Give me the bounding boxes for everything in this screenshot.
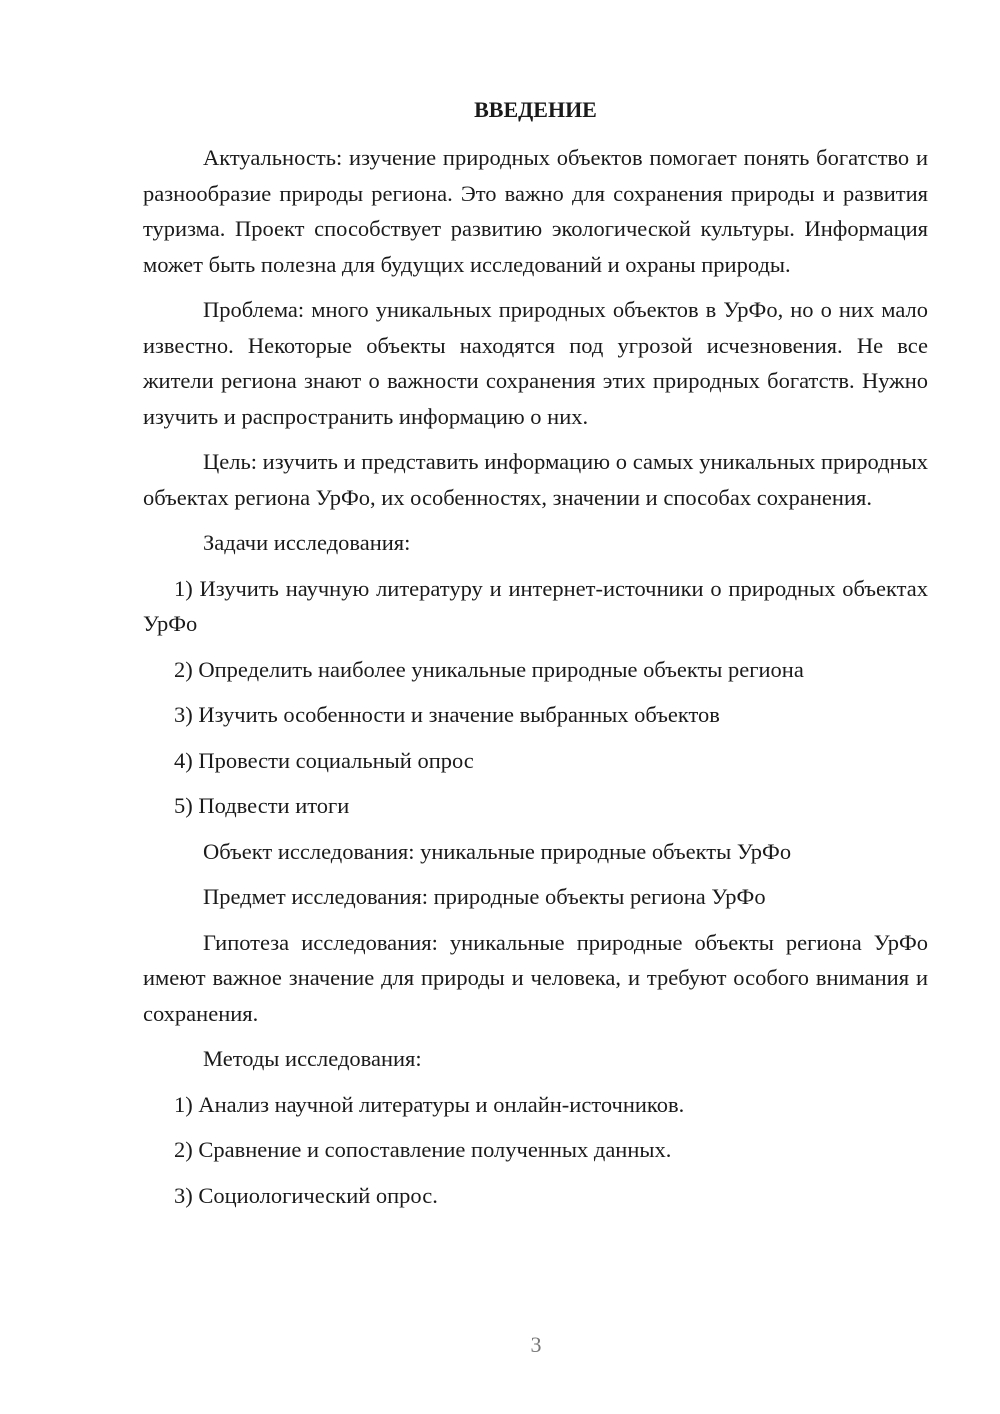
method-item-2: 2) Сравнение и сопоставление полученных данных. xyxy=(174,1137,672,1162)
goal-paragraph: Цель: изучить и представить информацию о самых уникальных природных объектах региона УрФо, их особенностях, значении и способах сохранения. xyxy=(143,449,928,510)
problem-paragraph: Проблема: много уникальных природных объектов в УрФо, но о них мало известно. Некоторые объекты находятся под угрозой исчезновения. Не все жители региона знают о важности сохранения этих природных богатств. Нужно изучить и распространить информацию о них. xyxy=(143,297,928,429)
method-item-3: 3) Социологический опрос. xyxy=(174,1182,438,1208)
hypothesis-paragraph: Гипотеза исследования: уникальные природные объекты региона УрФо имеют важное значение для природы и человека, и требуют особого внимания и сохранения. xyxy=(143,929,928,1026)
document-page xyxy=(143,92,928,1223)
task-item-1: 1) Изучить научную литературу и интернет-источники о природных объектах УрФо xyxy=(143,575,928,636)
tasks-heading: Задачи исследования: xyxy=(203,530,411,555)
object-line: Объект исследования: уникальные природные объекты УрФо xyxy=(203,838,792,864)
task-item-2: 2) Определить наиболее уникальные природные объекты региона xyxy=(174,656,804,682)
subject-line: Предмет исследования: природные объекты региона УрФо xyxy=(203,884,766,909)
section-title: ВВЕДЕНИЕ xyxy=(474,97,597,122)
task-item-5: 5) Подвести итоги xyxy=(174,793,350,818)
task-item-3: 3) Изучить особенности и значение выбранных объектов xyxy=(174,702,720,727)
task-item-4: 4) Провести социальный опрос xyxy=(174,747,474,773)
methods-heading: Методы исследования: xyxy=(203,1046,422,1071)
page-number: 3 xyxy=(530,1332,542,1357)
method-item-1: 1) Анализ научной литературы и онлайн-источников. xyxy=(174,1091,685,1117)
relevance-paragraph: Актуальность: изучение природных объектов помогает понять богатство и разнообразие природы региона. Это важно для сохранения природы и развития туризма. Проект способствует развитию экологической культуры. Информация может быть полезна для будущих исследований и охраны природы. xyxy=(143,145,928,277)
